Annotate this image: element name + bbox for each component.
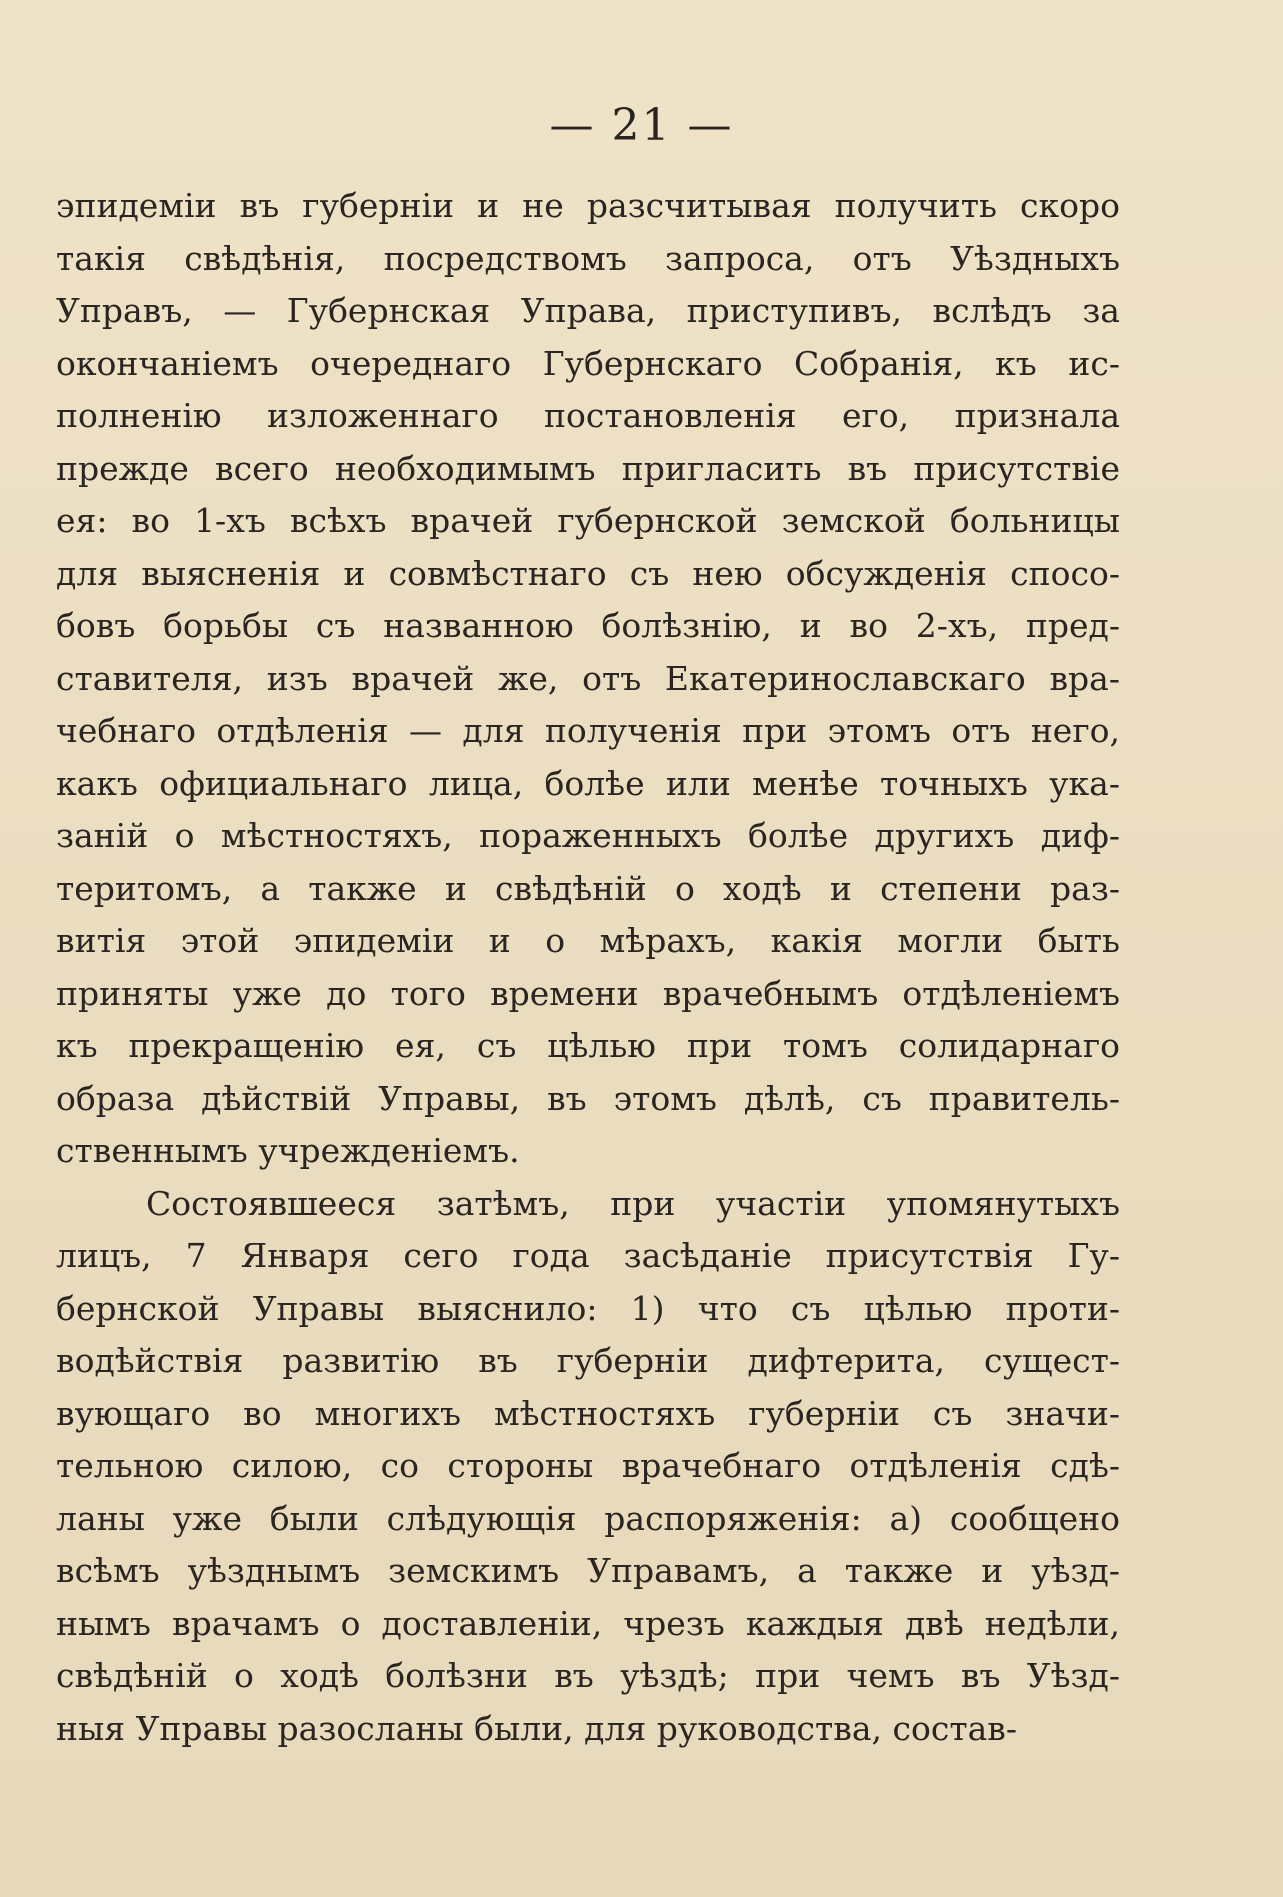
- text-line: прежде всего необходимымъ пригласить въ присутствіе: [56, 448, 1120, 488]
- text-line: лицъ, 7 Января сего года засѣданіе присутствія Гу-: [56, 1236, 1120, 1275]
- text-line: полненію изложеннаго постановленія его, признала: [56, 396, 1120, 435]
- text-line: вующаго во многихъ мѣстностяхъ губерніи съ значи-: [56, 1393, 1120, 1433]
- text-line: всѣмъ уѣзднымъ земскимъ Управамъ, а также и уѣзд-: [56, 1551, 1120, 1590]
- text-line: свѣдѣній о ходѣ болѣзни въ уѣздѣ; при чемъ въ Уѣзд-: [56, 1656, 1120, 1695]
- text-line: ставителя, изъ врачей же, отъ Екатеринославскаго вра-: [56, 658, 1120, 698]
- text-line: ственнымъ учрежденіемъ.: [56, 1131, 520, 1170]
- text-line: такія свѣдѣнія, посредствомъ запроса, отъ Уѣздныхъ: [56, 238, 1120, 278]
- paragraph-2: [56, 1178, 1120, 1756]
- text-line: водѣйствія развитію въ губерніи дифтерита, сущест-: [56, 1341, 1120, 1380]
- text-line: Управъ, — Губернская Управа, приступивъ, вслѣдъ за: [56, 291, 1120, 330]
- text-line: нымъ врачамъ о доставленіи, чрезъ каждыя двѣ недѣли,: [56, 1603, 1120, 1643]
- text-line: приняты уже до того времени врачебнымъ отдѣленіемъ: [56, 973, 1120, 1013]
- text-line: окончаніемъ очереднаго Губернскаго Собранія, къ ис-: [56, 343, 1120, 383]
- text-line: для выясненія и совмѣстнаго съ нею обсужденія спосо-: [56, 553, 1120, 593]
- text-line: теритомъ, а также и свѣдѣній о ходѣ и степени раз-: [56, 868, 1120, 908]
- text-line: ланы уже были слѣдующія распоряженія: а) сообщено: [56, 1498, 1120, 1538]
- text-line: Состоявшееся затѣмъ, при участіи упомянутыхъ: [146, 1183, 1120, 1223]
- text-line: къ прекращенію ея, съ цѣлью при томъ солидарнаго: [56, 1026, 1120, 1065]
- paragraph-1: [56, 180, 1120, 1178]
- text-line: заній о мѣстностяхъ, пораженныхъ болѣе другихъ диф-: [56, 816, 1120, 855]
- text-line: бовъ борьбы съ названною болѣзнію, и во 2-хъ, пред-: [56, 606, 1120, 645]
- text-line: тельною силою, со стороны врачебнаго отдѣленія сдѣ-: [56, 1446, 1120, 1485]
- text-line: ныя Управы разосланы были, для руководства, состав-: [56, 1708, 1017, 1748]
- text-line: бернской Управы выяснило: 1) что съ цѣлью проти-: [56, 1288, 1120, 1328]
- page-number: — 21 —: [549, 100, 734, 151]
- text-line: витія этой эпидеміи и о мѣрахъ, какія могли быть: [56, 921, 1120, 960]
- text-line: эпидеміи въ губерніи и не разсчитывая получить скоро: [56, 186, 1120, 225]
- body-text: [56, 180, 1120, 1755]
- text-line: ея: во 1-хъ всѣхъ врачей губернской земской больницы: [56, 501, 1120, 540]
- text-line: образа дѣйствій Управы, въ этомъ дѣлѣ, съ правитель-: [56, 1078, 1120, 1118]
- text-line: какъ официальнаго лица, болѣе или менѣе точныхъ ука-: [56, 763, 1120, 803]
- text-line: чебнаго отдѣленія — для полученія при этомъ отъ него,: [56, 711, 1120, 750]
